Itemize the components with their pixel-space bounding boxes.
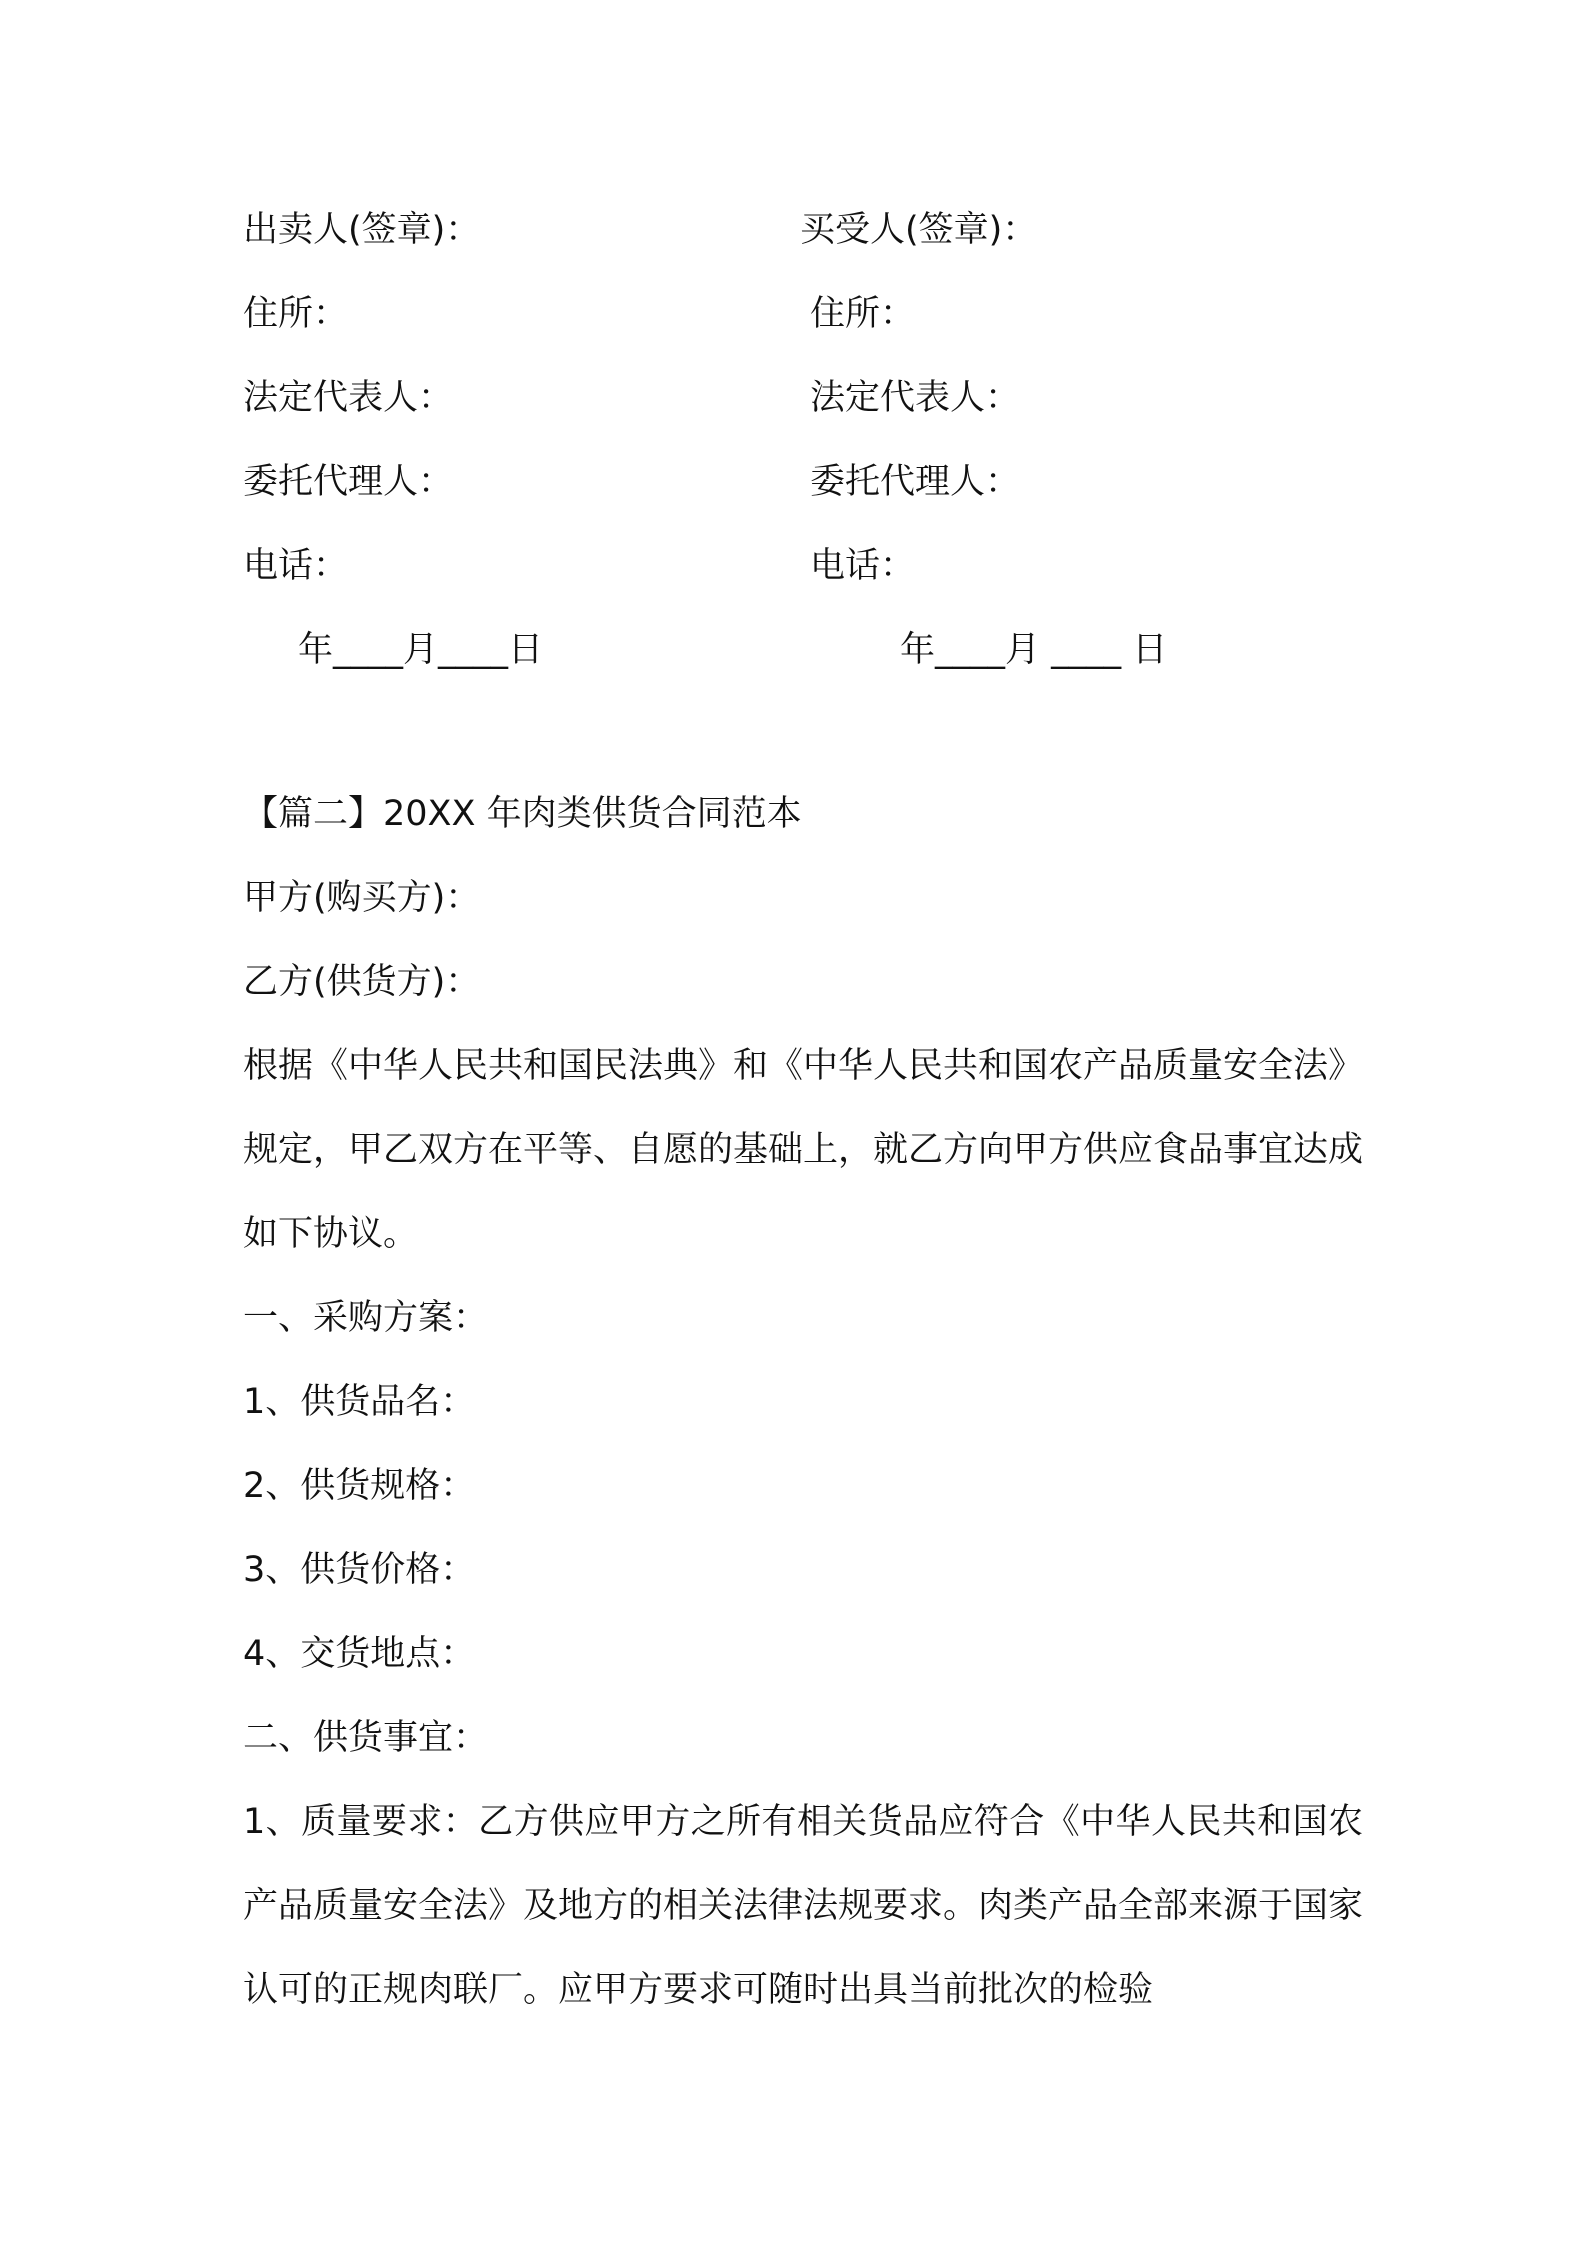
heading-procurement-plan: 一、采购方案：	[243, 1298, 489, 1338]
item-product-name: 1、供货品名：	[243, 1382, 476, 1422]
clause-quality-requirements: 1、质量要求：乙方供应甲方之所有相关货品应符合《中华人民共和国农产品质量安全法》及地方的相关法律法规要求。肉类产品全部来源于国家认可的正规肉联厂。应甲方要求可随时出具当前批次的检验	[243, 1802, 1364, 2010]
seller-legal-rep-label: 法定代表人：	[243, 378, 454, 418]
buyer-agent-label: 委托代理人：	[810, 462, 1021, 502]
item-delivery-location: 4、交货地点：	[243, 1634, 476, 1674]
intro-paragraph: 根据《中华人民共和国民法典》和《中华人民共和国农产品质量安全法》规定，甲乙双方在平等、自愿的基础上，就乙方向甲方供应食品事宜达成如下协议。	[243, 1046, 1364, 1254]
seller-date-line: 年____月____日	[298, 630, 544, 670]
buyer-phone-label: 电话：	[810, 546, 916, 586]
party-a-label: 甲方(购买方)：	[243, 878, 481, 918]
item-product-spec: 2、供货规格：	[243, 1466, 476, 1506]
seller-address-label: 住所：	[243, 294, 349, 334]
buyer-legal-rep-label: 法定代表人：	[810, 378, 1021, 418]
heading-supply-matters: 二、供货事宜：	[243, 1718, 489, 1758]
buyer-signature-label: 买受人(签章)：	[800, 210, 1038, 250]
seller-signature-label: 出卖人(签章)：	[243, 210, 481, 250]
section-title: 【篇二】20XX 年肉类供货合同范本	[243, 794, 802, 834]
buyer-address-label: 住所：	[810, 294, 916, 334]
item-product-price: 3、供货价格：	[243, 1550, 476, 1590]
seller-agent-label: 委托代理人：	[243, 462, 454, 502]
buyer-date-line: 年____月 ____ 日	[900, 630, 1168, 670]
seller-phone-label: 电话：	[243, 546, 349, 586]
party-b-label: 乙方(供货方)：	[243, 962, 481, 1002]
